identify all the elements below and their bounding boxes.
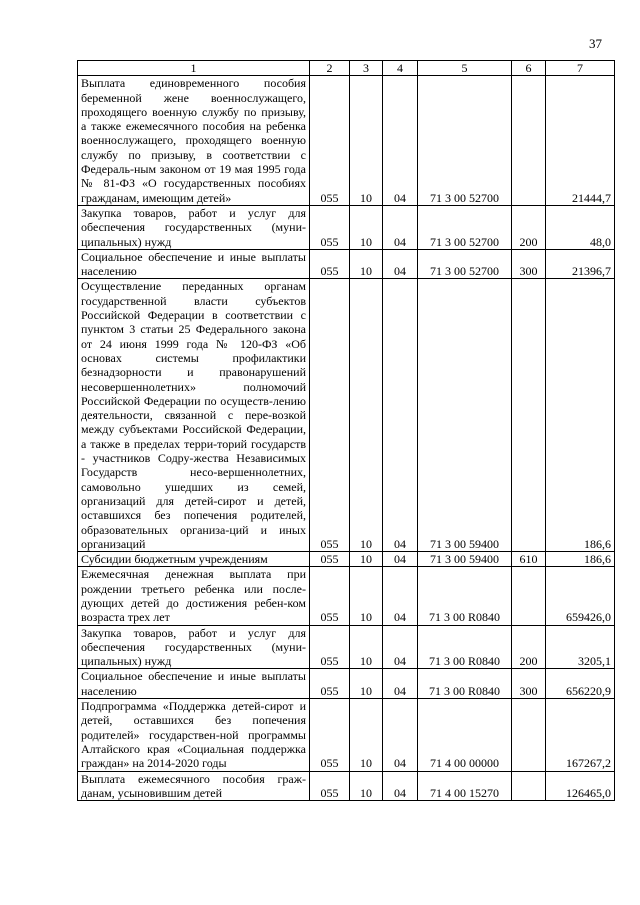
row-amount: 659426,0 bbox=[546, 567, 615, 625]
row-admin-code: 055 bbox=[310, 699, 350, 771]
row-target-code: 71 3 00 R0840 bbox=[418, 625, 512, 669]
table-row bbox=[78, 279, 615, 552]
row-subsection: 04 bbox=[383, 552, 418, 567]
row-subsection: 04 bbox=[383, 625, 418, 669]
table-row bbox=[78, 771, 615, 801]
row-admin-code: 055 bbox=[310, 552, 350, 567]
row-name: Социальное обеспечение и иные выплаты населению bbox=[78, 669, 310, 699]
row-expense-type bbox=[512, 699, 546, 771]
row-section: 10 bbox=[350, 76, 383, 206]
row-admin-code: 055 bbox=[310, 76, 350, 206]
row-name: Закупка товаров, работ и услуг для обеспечения государственных (муни-ципальных) нужд bbox=[78, 205, 310, 249]
row-target-code: 71 4 00 15270 bbox=[418, 771, 512, 801]
row-name: Осуществление переданных органам государственной власти субъектов Российской Федерации в соответствии с пунктом 3 статьи 25 Федерального закона от 24 июня 1999 года № 120-ФЗ «Об основах системы профилактики безнадзорности и правонарушений несовершеннолетних» полномочий Российской Федерации по осуществ-лению деятельности, связанной с пере-возкой между субъектами Российской Федерации, а также в пределах терри-торий государств - участников Содру-жества Независимых Государств несо-вершеннолетних, самовольно ушедших из семей, организаций для детей-сирот и детей, оставшихся без попечения родителей, образовательных организа-ций и иных организаций bbox=[78, 279, 310, 552]
header-col-1: 1 bbox=[78, 61, 310, 76]
row-target-code: 71 3 00 R0840 bbox=[418, 567, 512, 625]
table-row bbox=[78, 669, 615, 699]
row-admin-code: 055 bbox=[310, 771, 350, 801]
row-subsection: 04 bbox=[383, 771, 418, 801]
row-amount: 167267,2 bbox=[546, 699, 615, 771]
header-row bbox=[78, 61, 615, 76]
row-section: 10 bbox=[350, 279, 383, 552]
row-section: 10 bbox=[350, 625, 383, 669]
row-amount: 126465,0 bbox=[546, 771, 615, 801]
row-admin-code: 055 bbox=[310, 625, 350, 669]
row-expense-type bbox=[512, 279, 546, 552]
row-name: Социальное обеспечение и иные выплаты населению bbox=[78, 249, 310, 279]
row-amount: 21396,7 bbox=[546, 249, 615, 279]
row-expense-type: 610 bbox=[512, 552, 546, 567]
row-subsection: 04 bbox=[383, 567, 418, 625]
row-name: Ежемесячная денежная выплата при рождении третьего ребенка или после-дующих детей до достижения ребен-ком возраста трех лет bbox=[78, 567, 310, 625]
header-col-3: 3 bbox=[350, 61, 383, 76]
table-row bbox=[78, 699, 615, 771]
row-section: 10 bbox=[350, 552, 383, 567]
row-expense-type: 300 bbox=[512, 669, 546, 699]
row-name: Субсидии бюджетным учреждениям bbox=[78, 552, 310, 567]
header-col-2: 2 bbox=[310, 61, 350, 76]
row-target-code: 71 4 00 00000 bbox=[418, 699, 512, 771]
row-amount: 48,0 bbox=[546, 205, 615, 249]
row-name: Выплата ежемесячного пособия граж-данам, усыновившим детей bbox=[78, 771, 310, 801]
table-row bbox=[78, 552, 615, 567]
row-section: 10 bbox=[350, 699, 383, 771]
row-subsection: 04 bbox=[383, 279, 418, 552]
row-subsection: 04 bbox=[383, 669, 418, 699]
row-section: 10 bbox=[350, 205, 383, 249]
page-number: 37 bbox=[589, 36, 602, 51]
table-row bbox=[78, 625, 615, 669]
row-section: 10 bbox=[350, 567, 383, 625]
row-subsection: 04 bbox=[383, 699, 418, 771]
table-row bbox=[78, 205, 615, 249]
table-row bbox=[78, 567, 615, 625]
table-row bbox=[78, 76, 615, 206]
header-col-6: 6 bbox=[512, 61, 546, 76]
row-amount: 3205,1 bbox=[546, 625, 615, 669]
row-admin-code: 055 bbox=[310, 249, 350, 279]
row-expense-type bbox=[512, 76, 546, 206]
header-col-7: 7 bbox=[546, 61, 615, 76]
row-admin-code: 055 bbox=[310, 205, 350, 249]
row-name: Закупка товаров, работ и услуг для обеспечения государственных (муни-ципальных) нужд bbox=[78, 625, 310, 669]
row-section: 10 bbox=[350, 249, 383, 279]
row-expense-type: 200 bbox=[512, 625, 546, 669]
row-name: Подпрограмма «Поддержка детей-сирот и детей, оставшихся без попечения родителей» государствен-ной программы Алтайского края «Социальная поддержка граждан» на 2014-2020 годы bbox=[78, 699, 310, 771]
row-expense-type: 300 bbox=[512, 249, 546, 279]
row-amount: 21444,7 bbox=[546, 76, 615, 206]
header-col-5: 5 bbox=[418, 61, 512, 76]
row-target-code: 71 3 00 52700 bbox=[418, 76, 512, 206]
budget-table bbox=[77, 60, 615, 801]
row-expense-type: 200 bbox=[512, 205, 546, 249]
row-amount: 656220,9 bbox=[546, 669, 615, 699]
header-col-4: 4 bbox=[383, 61, 418, 76]
row-amount: 186,6 bbox=[546, 279, 615, 552]
row-target-code: 71 3 00 59400 bbox=[418, 552, 512, 567]
row-target-code: 71 3 00 R0840 bbox=[418, 669, 512, 699]
row-expense-type bbox=[512, 771, 546, 801]
row-name: Выплата единовременного пособия беременной жене военнослужащего, проходящего военную службу по призыву, а также ежемесячного пособия на ребенка военнослужащего, проходящего военную службу по призыву, в соответствии с Федераль-ным законом от 19 мая 1995 года № 81-ФЗ «О государственных пособиях гражданам, имеющим детей» bbox=[78, 76, 310, 206]
table-row bbox=[78, 249, 615, 279]
row-section: 10 bbox=[350, 771, 383, 801]
row-subsection: 04 bbox=[383, 76, 418, 206]
row-admin-code: 055 bbox=[310, 567, 350, 625]
row-target-code: 71 3 00 52700 bbox=[418, 249, 512, 279]
row-admin-code: 055 bbox=[310, 669, 350, 699]
row-section: 10 bbox=[350, 669, 383, 699]
row-expense-type bbox=[512, 567, 546, 625]
row-amount: 186,6 bbox=[546, 552, 615, 567]
row-target-code: 71 3 00 59400 bbox=[418, 279, 512, 552]
row-admin-code: 055 bbox=[310, 279, 350, 552]
row-target-code: 71 3 00 52700 bbox=[418, 205, 512, 249]
row-subsection: 04 bbox=[383, 249, 418, 279]
row-subsection: 04 bbox=[383, 205, 418, 249]
